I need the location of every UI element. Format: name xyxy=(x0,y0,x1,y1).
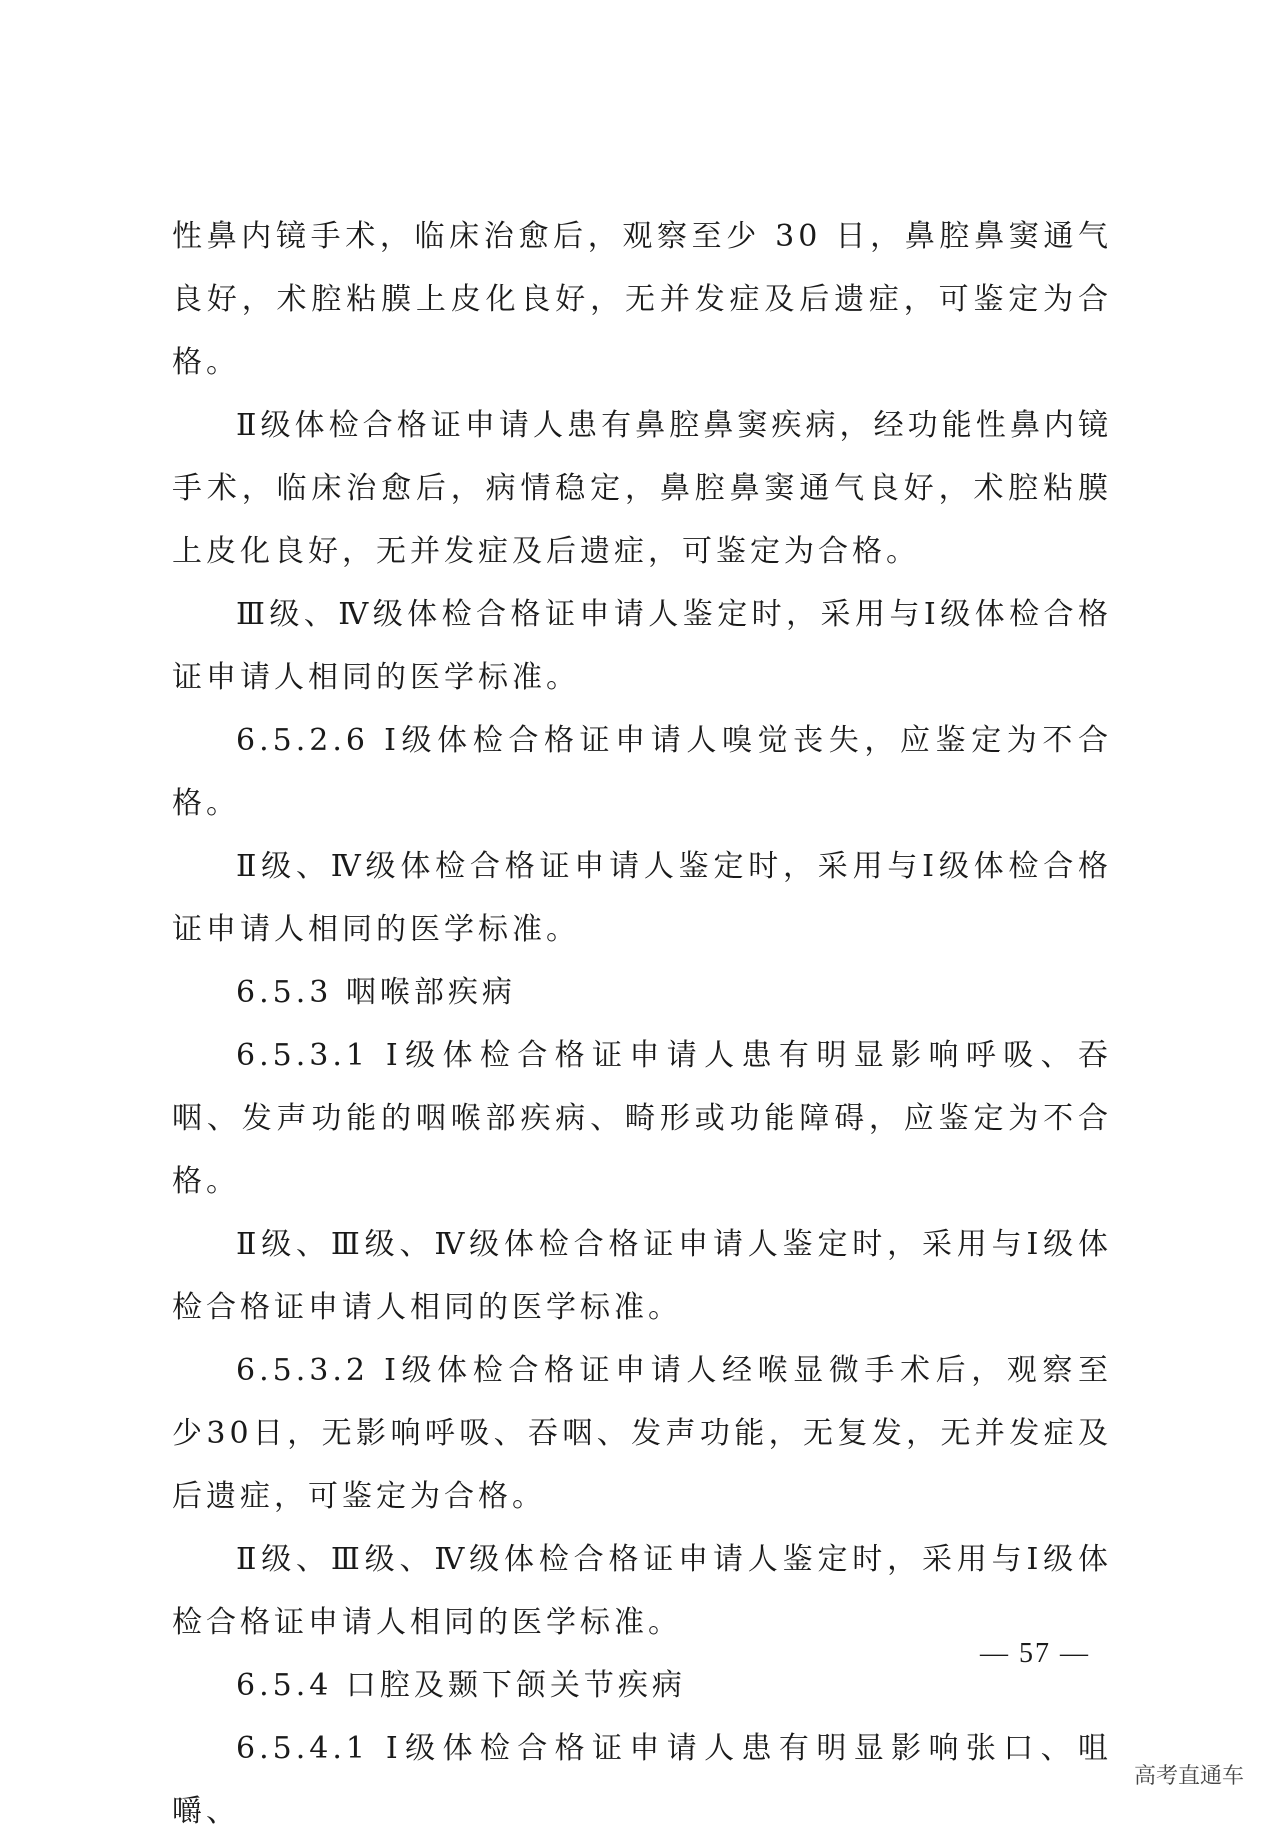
paragraph-8: Ⅱ级、Ⅲ级、Ⅳ级体检合格证申请人鉴定时，采用与Ⅰ级体检合格证申请人相同的医学标准。 xyxy=(172,1227,1112,1325)
document-body xyxy=(172,205,1112,1843)
watermark-text: 高考直通车 xyxy=(1128,1757,1250,1792)
paragraph-2: Ⅱ级体检合格证申请人患有鼻腔鼻窦疾病，经功能性鼻内镜手术，临床治愈后，病情稳定，鼻腔鼻窦通气良好，术腔粘膜上皮化良好，无并发症及后遗症，可鉴定为合格。 xyxy=(172,408,1112,569)
paragraph-4: 6.5.2.6 Ⅰ级体检合格证申请人嗅觉丧失，应鉴定为不合格。 xyxy=(172,723,1112,821)
paragraph-9: 6.5.3.2 Ⅰ级体检合格证申请人经喉显微手术后，观察至少30日，无影响呼吸、吞咽、发声功能，无复发，无并发症及后遗症，可鉴定为合格。 xyxy=(172,1353,1112,1514)
page-number: — 57 — xyxy=(980,1638,1090,1669)
paragraph-12: 6.5.4.1 Ⅰ级体检合格证申请人患有明显影响张口、咀嚼、 xyxy=(172,1731,1112,1829)
section-heading-6-5-4: 6.5.4 口腔及颞下颌关节疾病 xyxy=(236,1668,686,1703)
paragraph-10: Ⅱ级、Ⅲ级、Ⅳ级体检合格证申请人鉴定时，采用与Ⅰ级体检合格证申请人相同的医学标准。 xyxy=(172,1542,1112,1640)
paragraph-3: Ⅲ级、Ⅳ级体检合格证申请人鉴定时，采用与Ⅰ级体检合格证申请人相同的医学标准。 xyxy=(172,597,1112,695)
paragraph-7: 6.5.3.1 Ⅰ级体检合格证申请人患有明显影响呼吸、吞咽、发声功能的咽喉部疾病、畸形或功能障碍，应鉴定为不合格。 xyxy=(172,1038,1112,1199)
paragraph-1: 性鼻内镜手术，临床治愈后，观察至少 30 日，鼻腔鼻窦通气良好，术腔粘膜上皮化良好，无并发症及后遗症，可鉴定为合格。 xyxy=(172,219,1112,380)
paragraph-5: Ⅱ级、Ⅳ级体检合格证申请人鉴定时，采用与Ⅰ级体检合格证申请人相同的医学标准。 xyxy=(172,849,1112,947)
section-heading-6-5-3: 6.5.3 咽喉部疾病 xyxy=(236,975,516,1010)
